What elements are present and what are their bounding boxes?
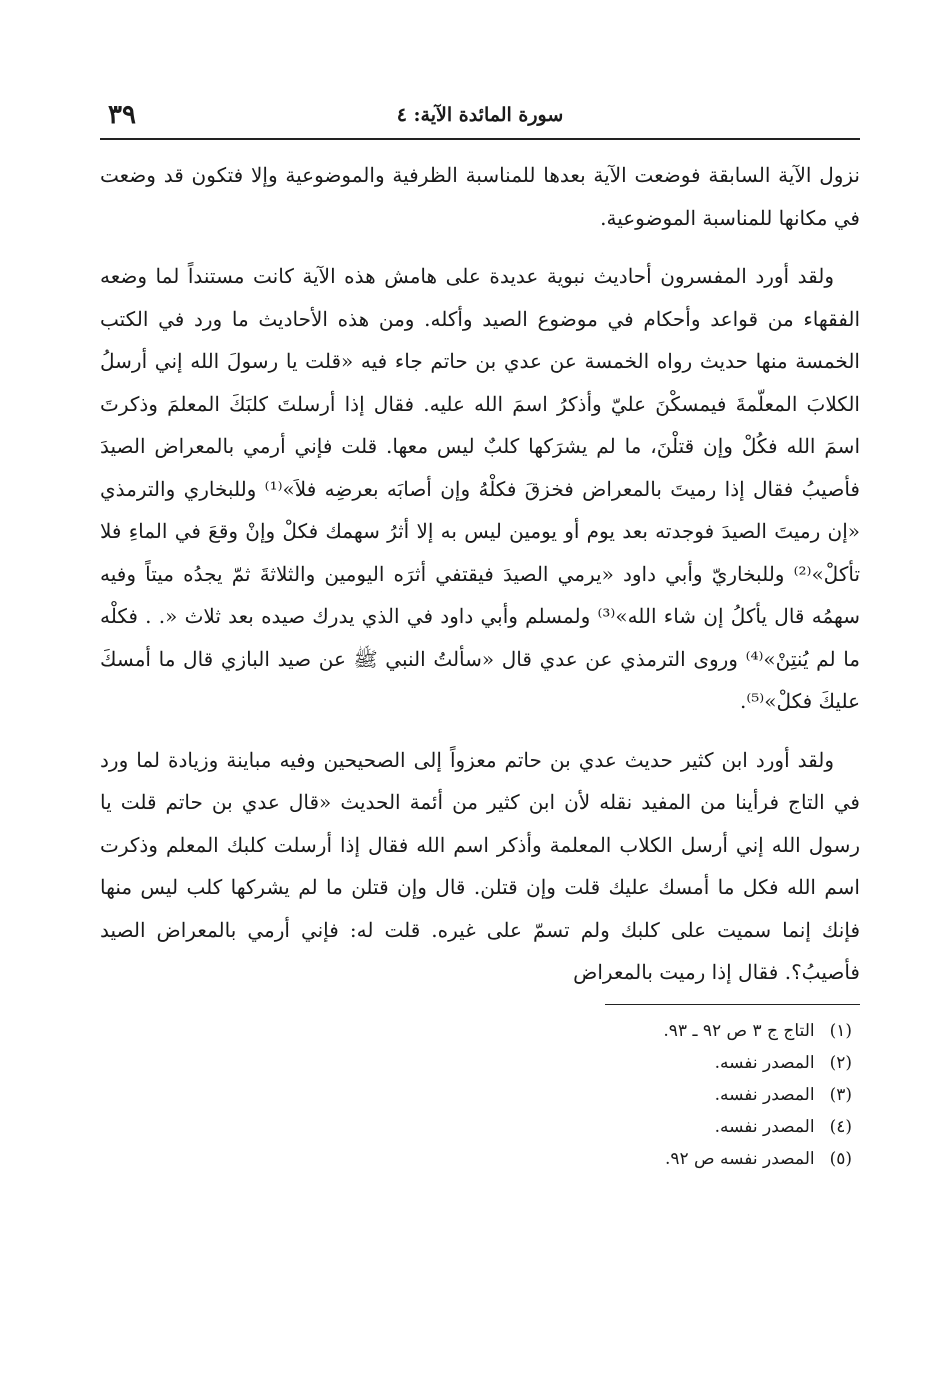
paragraph-ibn-kathir: ولقد أورد ابن كثير حديث عدي بن حاتم معزواً إلى الصحيحين وفيه مباينة وزيادة لما ورد في التاج فرأينا من المفيد نقله لأن ابن كثير من أئمة الحديث «قال عدي بن حاتم قلت يا رسول الله إني أرسل الكلاب المعلمة وأذكر اسم الله فقال إذا أرسلت كلبك المعلم وذكرت اسم الله فكل ما أمسك عليك قلت وإن قتلن. قال وإن قتلن ما لم يشركها كلب ليس منها فإنك إنما سميت على كلبك ولم تسمّ على غيره. قلت له: فإني أرمي بالمعراض الصيد فأصيبُ؟. فقال إذا رميت بالمعراض bbox=[100, 747, 860, 984]
footnote-item bbox=[100, 1079, 852, 1111]
page-number: ٣٩ bbox=[108, 100, 136, 130]
footnote-text: المصدر نفسه. bbox=[714, 1084, 815, 1105]
footnote-item bbox=[100, 1047, 852, 1079]
footnote-text: المصدر نفسه. bbox=[714, 1052, 815, 1073]
paragraph-hadith-citations: ولقد أورد المفسرون أحاديث نبوية عديدة على هامش هذه الآية كانت مستنداً لما وضعه الفقهاء من قواعد وأحكام في موضوع الصيد وأكله. ومن هذه الأحاديث ما ورد في الكتب الخمسة منها حديث رواه الخمسة عن عدي بن حاتم جاء فيه «قلت يا رسولَ الله إني أرسلُ الكلابَ المعلّمةَ فيمسكْنَ عليّ وأذكرُ اسمَ الله عليه. فقال إذا أرسلتَ كلبَكَ المعلمَ وذكرتَ اسمَ الله فكُلْ وإن قتلْنَ، ما لم يشرَكها كلبٌ ليس معها. قلت فإني أرمي بالمعراض الصيدَ فأصيبُ فقال إذا رميتَ بالمعراض فخزقَ فكلْهُ وإن أصابَه بعرضِه فلاَ»⁽¹⁾ وللبخاري والترمذي «إن رميتَ الصيدَ فوجدته بعد يوم أو يومين ليس به إلا أثرُ سهمك فكلْ وإنْ وقعَ في الماءِ فلا تأكلْ»⁽²⁾ وللبخاريّ وأبي داود «يرمي الصيدَ فيقتفي أثرَه اليومين والثلاثةَ ثمّ يجدُه ميتاً وفيه سهمُه قال يأكلُ إن شاء الله»⁽³⁾ ولمسلم وأبي داود في الذي يدرك صيده بعد ثلاث «. . فكلْه ما لم يُنتِنْ»⁽⁴⁾ وروى الترمذي عن عدي قال «سألتُ النبي ﷺ عن صيد البازي قال ما أمسكَ عليكَ فكلْ»⁽⁵⁾. bbox=[100, 264, 861, 713]
book-page bbox=[100, 98, 860, 1175]
page-header bbox=[100, 98, 860, 140]
footnote-text: المصدر نفسه ص ٩٢. bbox=[664, 1148, 815, 1169]
footnote-item bbox=[100, 1015, 852, 1047]
footnote-text: التاج ج ٣ ص ٩٢ ـ ٩٣. bbox=[663, 1020, 815, 1041]
footnote-divider bbox=[605, 1004, 860, 1005]
footnotes bbox=[100, 1015, 860, 1175]
body-text bbox=[100, 154, 860, 994]
footnote-marker: (٥) bbox=[829, 1148, 852, 1169]
footnote-text: المصدر نفسه. bbox=[714, 1116, 815, 1137]
paragraph-continuation: نزول الآية السابقة فوضعت الآية بعدها للمناسبة الظرفية والموضوعية وإلا فتكون قد وضعت في مكانها للمناسبة الموضوعية. bbox=[100, 163, 860, 230]
footnote-item bbox=[100, 1143, 852, 1175]
running-title: سورة المائدة الآية: ٤ bbox=[396, 104, 564, 126]
footnote-marker: (١) bbox=[829, 1020, 852, 1041]
footnote-marker: (٤) bbox=[829, 1116, 852, 1137]
footnote-item bbox=[100, 1111, 852, 1143]
footnote-marker: (٣) bbox=[829, 1084, 852, 1105]
footnote-marker: (٢) bbox=[829, 1052, 852, 1073]
